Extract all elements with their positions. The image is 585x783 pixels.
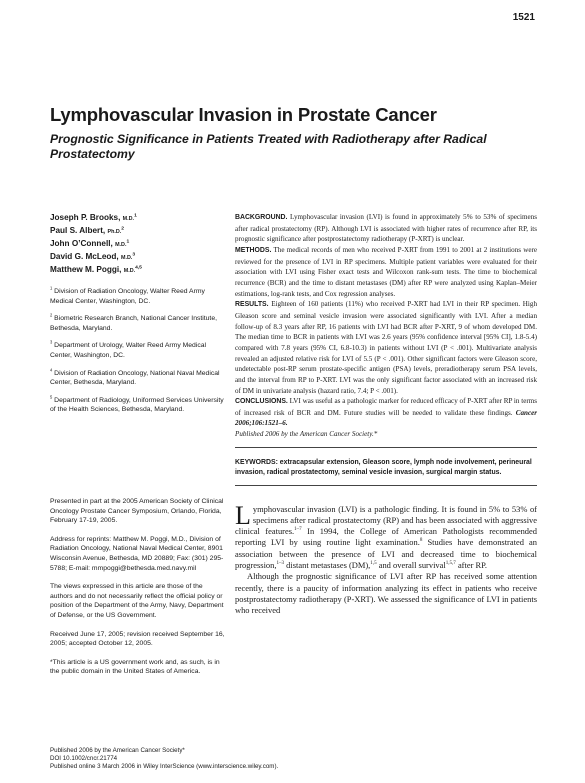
citation: Cancer 2006;106:1521–6. [235, 408, 537, 428]
body-text [235, 500, 537, 617]
author: Paul S. Albert, Ph.D.$^2$ [50, 226, 124, 235]
page-footer [50, 747, 530, 771]
author: David G. McLeod, M.D.$^3$ [50, 252, 136, 261]
affiliation: $^2$ Biometric Research Branch, National Cancer Institute, Bethesda, Maryland. [50, 312, 217, 332]
title-block [50, 104, 550, 162]
author-column [50, 212, 225, 423]
footer-publisher: Published 2006 by the American Cancer Society* [50, 747, 185, 754]
article-notes [50, 497, 225, 686]
abstract-published: Published 2006 by the American Cancer Society.* [235, 430, 378, 439]
footer-online: Published online 3 March 2006 in Wiley InterScience (www.interscience.wiley.com). [50, 763, 279, 770]
keywords-divider [235, 447, 537, 448]
affiliation: $^1$ Division of Radiation Oncology, Walter Reed Army Medical Center, Washington, DC. [50, 285, 205, 305]
abstract-results: RESULTS. Eighteen of 160 patients (11%) who received P-XRT had LVI in their RP specimen. High Gleason score and seminal vesicle invasion were associated significantly with LVI. After a median follow-up of 8.3 years after RP, 16 patients with LVI had BCR after P-XRT, 9 of whom developed DM. The median time to BCR in patients with LVI was 2.6 years (95% confidence interval [95% CI], 1.8-5.4) compared with 7.8 years (95% CI, 6.8-10.3) in patients without LVI (P < .001). Multivariate analysis revealed an adjusted relative risk for LVI of 5.5 (P < .001). Other significant factors were Gleason score, undetectable post-RP serum prostate-specific antigen (PSA) levels, preradiotherapy serum PSA levels, and the interval from RP to P-XRT. LVI was the only significant factor associated with an increased risk of DM in univariate analysis (hazard ratio, 7.4; P < .001). [235, 300, 537, 395]
received-dates: Received June 17, 2005; revision received September 16, 2005; accepted October 12, 2005. [50, 630, 225, 648]
abstract [235, 212, 537, 440]
body-paragraph: Although the prognostic significance of LVI after RP has received some attention recently, there is a paucity of information analyzing its effect in patients who receive postprostatectomy radiotherapy (P-XRT). We assessed the significance of LVI in patients who received [235, 571, 537, 616]
keywords: KEYWORDS: extracapsular extension, Gleason score, lymph node involvement, perineural invasion, radical prostatectomy, seminal vesicle invasion, surgical margin status. [235, 458, 532, 477]
article-title: Lymphovascular Invasion in Prostate Cancer [50, 104, 437, 125]
author: John O’Connell, M.D.$^1$ [50, 239, 130, 248]
author: Matthew M. Poggi, M.D.$^{4,5}$ [50, 265, 142, 274]
body-divider [235, 485, 537, 486]
main-column [235, 212, 537, 617]
disclaimer-note: The views expressed in this article are those of the authors and do not necessarily reflect the official policy or position of the Department of the Army, Navy, Department of Defense, or the US Government. [50, 583, 224, 619]
affiliation: $^3$ Department of Urology, Walter Reed Army Medical Center, Washington, DC. [50, 340, 207, 359]
author: Joseph P. Brooks, M.D.$^1$ [50, 213, 137, 222]
abstract-conclusions: CONCLUSIONS. LVI was useful as a pathologic marker for reduced efficacy of P-XRT after RP in terms of increased risk of BCR and DM. Future studies will be needed to validate these findings. Cancer 2006;106:1521–6. [235, 397, 537, 428]
footer-doi: DOI 10.1002/cncr.21774 [50, 755, 118, 762]
abstract-methods: METHODS. The medical records of men who received P-XRT from 1991 to 2001 at 2 institutions were reviewed for the presence of LVI in RP specimens. Multiple patient variables were evaluated for their association with LVI using Fisher exact tests and Wilcoxon rank-sum tests. The time to biochemical recurrence (BCR) and the time to distant metastases (DM) after RP were analyzed using Kaplan–Meier estimations, log-rank tests, and Cox regression analyses. [235, 245, 537, 298]
affiliation-list [50, 287, 225, 415]
affiliation: $^4$ Division of Radiation Oncology, National Naval Medical Center, Bethesda, Maryland. [50, 367, 220, 387]
body-paragraph: Lymphovascular invasion (LVI) is a pathologic finding. It is found in 5% to 53% of specimens after radical prostatectomy (RP) and has been associated with aggressive clinical features.$^{1-7}$ In 1994, the College of American Pathologists recommended reporting LVI by using routine light examination.$^8$ Studies have demonstrated an association between the presence of LVI and decreased time to biochemical progression,$^{1-3}$ distant metastases (DM),$^{1,5}$ and overall survival$^{1,5,7}$ after RP. [235, 500, 537, 571]
article-subtitle: Prognostic Significance in Patients Treated with Radiotherapy after Radical Prostatectomy [50, 132, 487, 161]
drop-cap: L [235, 500, 251, 530]
presented-note: Presented in part at the 2005 American Society of Clinical Oncology Prostate Cancer Symposium, Orlando, Florida, February 17-19, 2005. [50, 498, 224, 525]
affiliation: $^5$ Department of Radiology, Uniformed Services University of the Health Sciences, Bethesda, Maryland. [50, 394, 224, 414]
author-list [50, 212, 225, 277]
page-number: 1521 [512, 12, 535, 23]
reprint-address: Address for reprints: Matthew M. Poggi, M.D., Division of Radiation Oncology, National Naval Medical Center, 8901 Wisconsin Avenue, Bethesda, MD 20889; Fax: (301) 295-5788; E-mail: mmpoggi@bethesda.med.navy.mil [50, 535, 224, 572]
abstract-background: BACKGROUND. Lymphovascular invasion (LVI) is found in approximately 5% to 53% of specimens after radical prostatectomy (RP). Although LVI is associated with higher rates of recurrence after RP, its prognostic significance after postprostatectomy radiotherapy (P-XRT) is unclear. [235, 213, 537, 244]
public-domain-note: *This article is a US government work and, as such, is in the public domain in the United States of America. [50, 658, 220, 676]
